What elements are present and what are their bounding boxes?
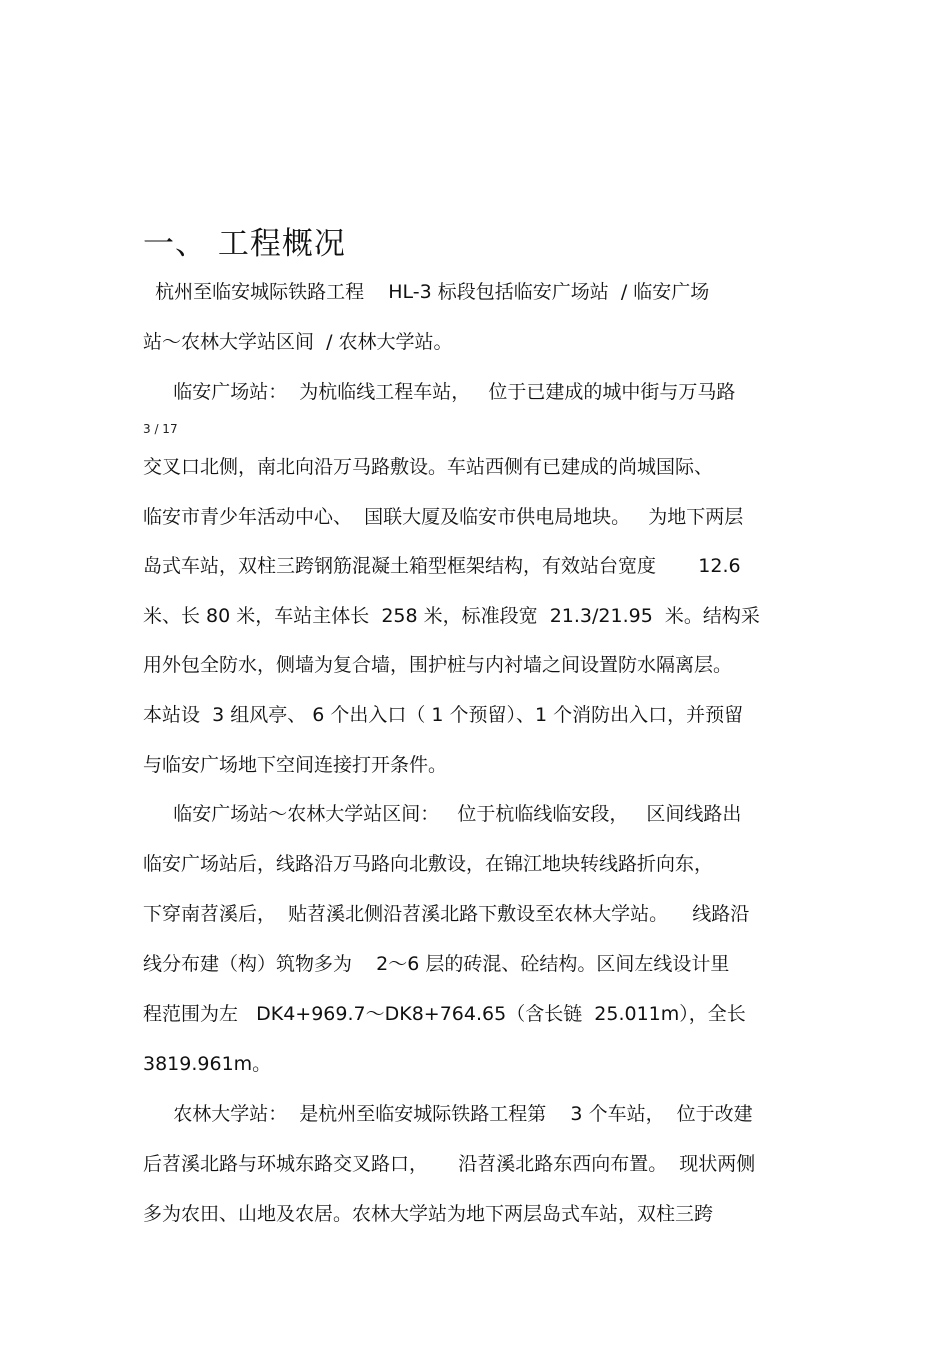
text-line: 米、长 80 米，车站主体长 258 米，标准段宽 21.3/21.95 米。结构采 (143, 605, 760, 627)
text-line: 交叉口北侧，南北向沿万马路敷设。车站西侧有已建成的尚城国际、 (143, 456, 714, 478)
text-line: 岛式车站，双柱三跨钢筋混凝土箱型框架结构，有效站台宽度 12.6 (143, 555, 741, 577)
text-line: 临安市青少年活动中心、 国联大厦及临安市供电局地块。 为地下两层 (143, 506, 744, 528)
text-line: 站～农林大学站区间 / 农林大学站。 (143, 331, 453, 353)
text-line: 线分布建（构）筑物多为 2～6 层的砖混、砼结构。区间左线设计里 (143, 953, 730, 975)
text-line: 3819.961m。 (143, 1053, 272, 1075)
text-line: 临安广场站～农林大学站区间： 位于杭临线临安段， 区间线路出 (143, 803, 742, 825)
text-line: 下穿南苕溪后， 贴苕溪北侧沿苕溪北路下敷设至农林大学站。 线路沿 (143, 903, 750, 925)
text-line: 后苕溪北路与环城东路交叉路口， 沿苕溪北路东西向布置。 现状两侧 (143, 1153, 756, 1175)
text-line: 多为农田、山地及农居。农林大学站为地下两层岛式车站，双柱三跨 (143, 1203, 714, 1225)
page-number: 3 / 17 (143, 422, 178, 436)
text-line: 农林大学站： 是杭州至临安城际铁路工程第 3 个车站， 位于改建 (143, 1103, 753, 1125)
text-line: 用外包全防水，侧墙为复合墙，围护桩与内衬墙之间设置防水隔离层。 (143, 654, 733, 676)
text-line: 与临安广场地下空间连接打开条件。 (143, 754, 448, 776)
text-line: 临安广场站： 为杭临线工程车站， 位于已建成的城中街与万马路 (143, 381, 736, 403)
text-line: 临安广场站后，线路沿万马路向北敷设，在锦江地块转线路折向东， (143, 853, 714, 875)
text-line: 杭州至临安城际铁路工程 HL-3 标段包括临安广场站 / 临安广场 (143, 281, 710, 303)
text-line: 本站设 3 组风亭、 6 个出入口（ 1 个预留）、1 个消防出入口，并预留 (143, 704, 744, 726)
section-heading: 一、 工程概况 (143, 226, 346, 262)
text-line: 程范围为左 DK4+969.7～DK8+764.65（含长链 25.011m），全长 (143, 1003, 746, 1025)
